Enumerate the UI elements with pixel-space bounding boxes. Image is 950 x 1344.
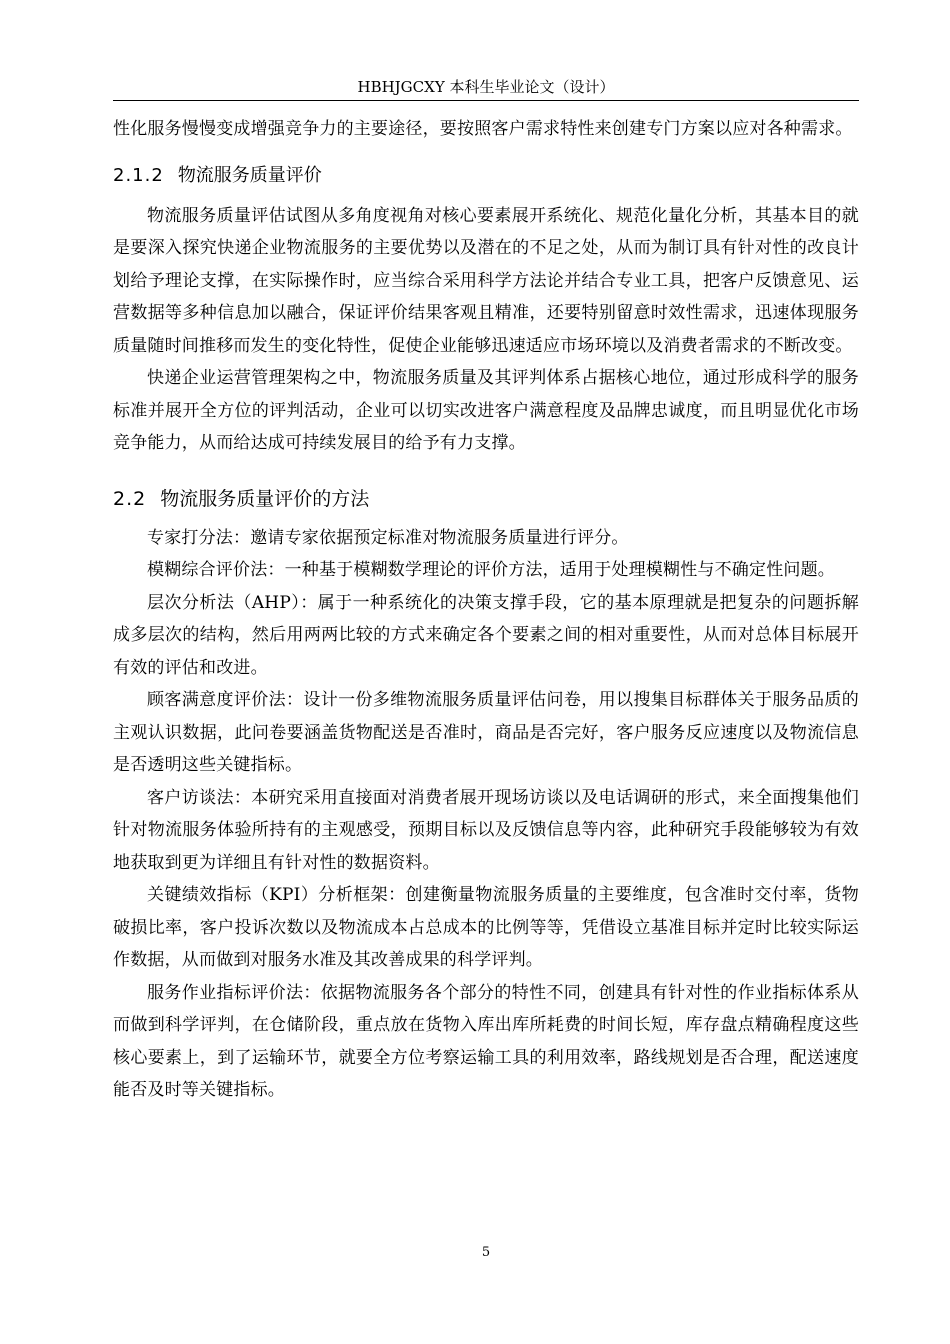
page-header: HBHJGCXY 本科生毕业论文（设计） <box>357 78 615 96</box>
method-kpi-framework: 关键绩效指标（KPI）分析框架：创建衡量物流服务质量的主要维度，包含准时交付率，货物破损比率，客户投诉次数以及物流成本占总成本的比例等等，凭借设立基准目标并定时比较实际运作数据，从而做到对服务水准及其改善成果的科学评判。 <box>113 885 859 970</box>
paragraph: 快递企业运营管理架构之中，物流服务质量及其评判体系占据核心地位，通过形成科学的服务标准并展开全方位的评判活动，企业可以切实改进客户满意程度及品牌忠诚度，而且明显优化市场竞争能力，从而给达成可持续发展目的给予有力支撑。 <box>113 368 859 453</box>
section-title: 物流服务质量评价 <box>177 164 322 186</box>
section-title: 物流服务质量评价的方法 <box>160 487 370 510</box>
intro-paragraph: 性化服务慢慢变成增强竞争力的主要途径，要按照客户需求特性来创建专门方案以应对各种需求。 <box>113 119 853 139</box>
method-ahp: 层次分析法（AHP）：属于一种系统化的决策支撑手段，它的基本原理就是把复杂的问题拆解成多层次的结构，然后用两两比较的方式来确定各个要素之间的相对重要性，从而对总体目标展开有效的评估和改进。 <box>113 592 859 678</box>
method-service-operation-indicators: 服务作业指标评价法：依据物流服务各个部分的特性不同，创建具有针对性的作业指标体系从而做到科学评判，在仓储阶段，重点放在货物入库出库所耗费的时间长短，库存盘点精确程度这些核心要素上，到了运输环节，就要全方位考察运输工具的利用效率，路线规划是否合理，配送速度能否及时等关键指标。 <box>113 982 859 1100</box>
method-fuzzy-evaluation: 模糊综合评价法：一种基于模糊数学理论的评价方法，适用于处理模糊性与不确定性问题。 <box>147 560 835 580</box>
method-customer-interview: 客户访谈法：本研究采用直接面对消费者展开现场访谈以及电话调研的形式，来全面搜集他们针对物流服务体验所持有的主观感受，预期目标以及反馈信息等内容，此种研究手段能够较为有效地获取到更为详细且有针对性的数据资料。 <box>113 787 859 873</box>
section-number: 2.2 <box>113 487 147 510</box>
paragraph: 物流服务质量评估试图从多角度视角对核心要素展开系统化、规范化量化分析，其基本目的就是要深入探究快递企业物流服务的主要优势以及潜在的不足之处，从而为制订具有针对性的改良计划给予理论支撑，在实际操作时，应当综合采用科学方法论并结合专业工具，把客户反馈意见、运营数据等多种信息加以融合，保证评价结果客观且精准，还要特别留意时效性需求，迅速体现服务质量随时间推移而发生的变化特性，促使企业能够迅速适应市场环境以及消费者需求的不断改变。 <box>113 205 859 356</box>
header-rule <box>113 100 859 101</box>
section-heading-2-1-2 <box>113 160 859 192</box>
section-number: 2.1.2 <box>113 164 164 186</box>
method-expert-scoring: 专家打分法：邀请专家依据预定标准对物流服务质量进行评分。 <box>147 527 629 548</box>
method-customer-satisfaction: 顾客满意度评价法：设计一份多维物流服务质量评估问卷，用以搜集目标群体关于服务品质的主观认识数据，此问卷要涵盖货物配送是否准时，商品是否完好，客户服务反应速度以及物流信息是否透明这些关键指标。 <box>113 690 859 775</box>
page-content <box>113 113 859 1107</box>
section-heading-2-2 <box>113 482 859 516</box>
page-number: 5 <box>481 1245 491 1260</box>
